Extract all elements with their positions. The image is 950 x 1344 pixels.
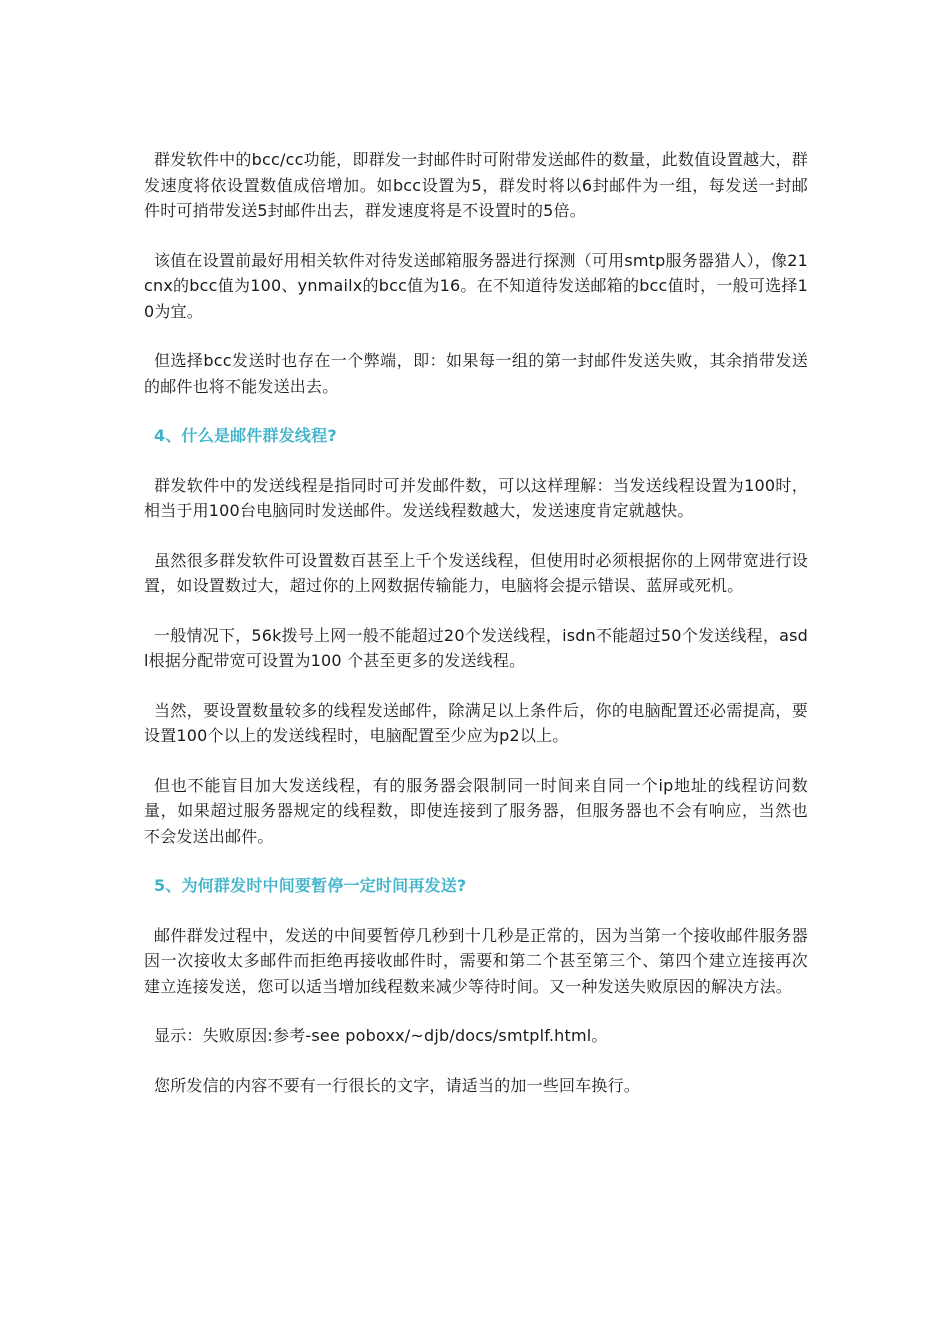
paragraph-line-wrap-tip: 您所发信的内容不要有一行很长的文字，请适当的加一些回车换行。	[154, 1075, 641, 1095]
paragraph-thread-server-limit: 但也不能盲目加大发送线程，有的服务器会限制同一时间来自同一个ip地址的线程访问数量，如果超过服务器规定的线程数，即使连接到了服务器，但服务器也不会有响应，当然也不会发送出邮件。	[144, 775, 808, 846]
paragraph-bcc-drawback: 但选择bcc发送时也存在一个弊端，即：如果每一组的第一封邮件发送失败，其余捎带发送的邮件也将不能发送出去。	[144, 351, 808, 396]
paragraph-bcc-intro: 群发软件中的bcc/cc功能，即群发一封邮件时可附带发送邮件的数量，此数值设置越大，群发速度将依设置数值成倍增加。如bcc设置为5，群发时将以6封邮件为一组，每发送一封邮件时可捎带发送5封邮件出去，群发速度将是不设置时的5倍。	[144, 150, 808, 220]
paragraph-thread-limits: 一般情况下，56k拨号上网一般不能超过20个发送线程，isdn不能超过50个发送线程，asdl根据分配带宽可设置为100 个甚至更多的发送线程。	[144, 625, 808, 670]
section-heading-pause: 5、为何群发时中间要暂停一定时间再发送?	[154, 876, 467, 895]
document-page	[144, 147, 808, 1122]
paragraph-thread-hardware: 当然，要设置数量较多的线程发送邮件，除满足以上条件后，你的电脑配置还必需提高，要设置100个以上的发送线程时，电脑配置至少应为p2以上。	[144, 700, 808, 745]
paragraph-pause-explanation: 邮件群发过程中，发送的中间要暂停几秒到十几秒是正常的，因为当第一个接收邮件服务器因一次接收太多邮件而拒绝再接收邮件时，需要和第二个甚至第三个、第四个建立连接再次建立连接发送，您可以适当增加线程数来减少等待时间。又一种发送失败原因的解决方法。	[144, 925, 808, 996]
paragraph-thread-bandwidth: 虽然很多群发软件可设置数百甚至上千个发送线程，但使用时必须根据你的上网带宽进行设置，如设置数过大，超过你的上网数据传输能力，电脑将会提示错误、蓝屏或死机。	[144, 550, 808, 595]
paragraph-bcc-probe: 该值在设置前最好用相关软件对待发送邮箱服务器进行探测（可用smtp服务器猎人），像21cnx的bcc值为100、ynmailx的bcc值为16。在不知道待发送邮箱的bcc值时，一般可选择10为宜。	[144, 250, 808, 321]
paragraph-failure-reason: 显示：失败原因:参考-see poboxx/~djb/docs/smtplf.html。	[154, 1026, 608, 1045]
paragraph-thread-definition: 群发软件中的发送线程是指同时可并发邮件数，可以这样理解：当发送线程设置为100时，相当于用100台电脑同时发送邮件。发送线程数越大，发送速度肯定就越快。	[144, 475, 808, 520]
section-heading-threads: 4、什么是邮件群发线程?	[154, 426, 337, 445]
